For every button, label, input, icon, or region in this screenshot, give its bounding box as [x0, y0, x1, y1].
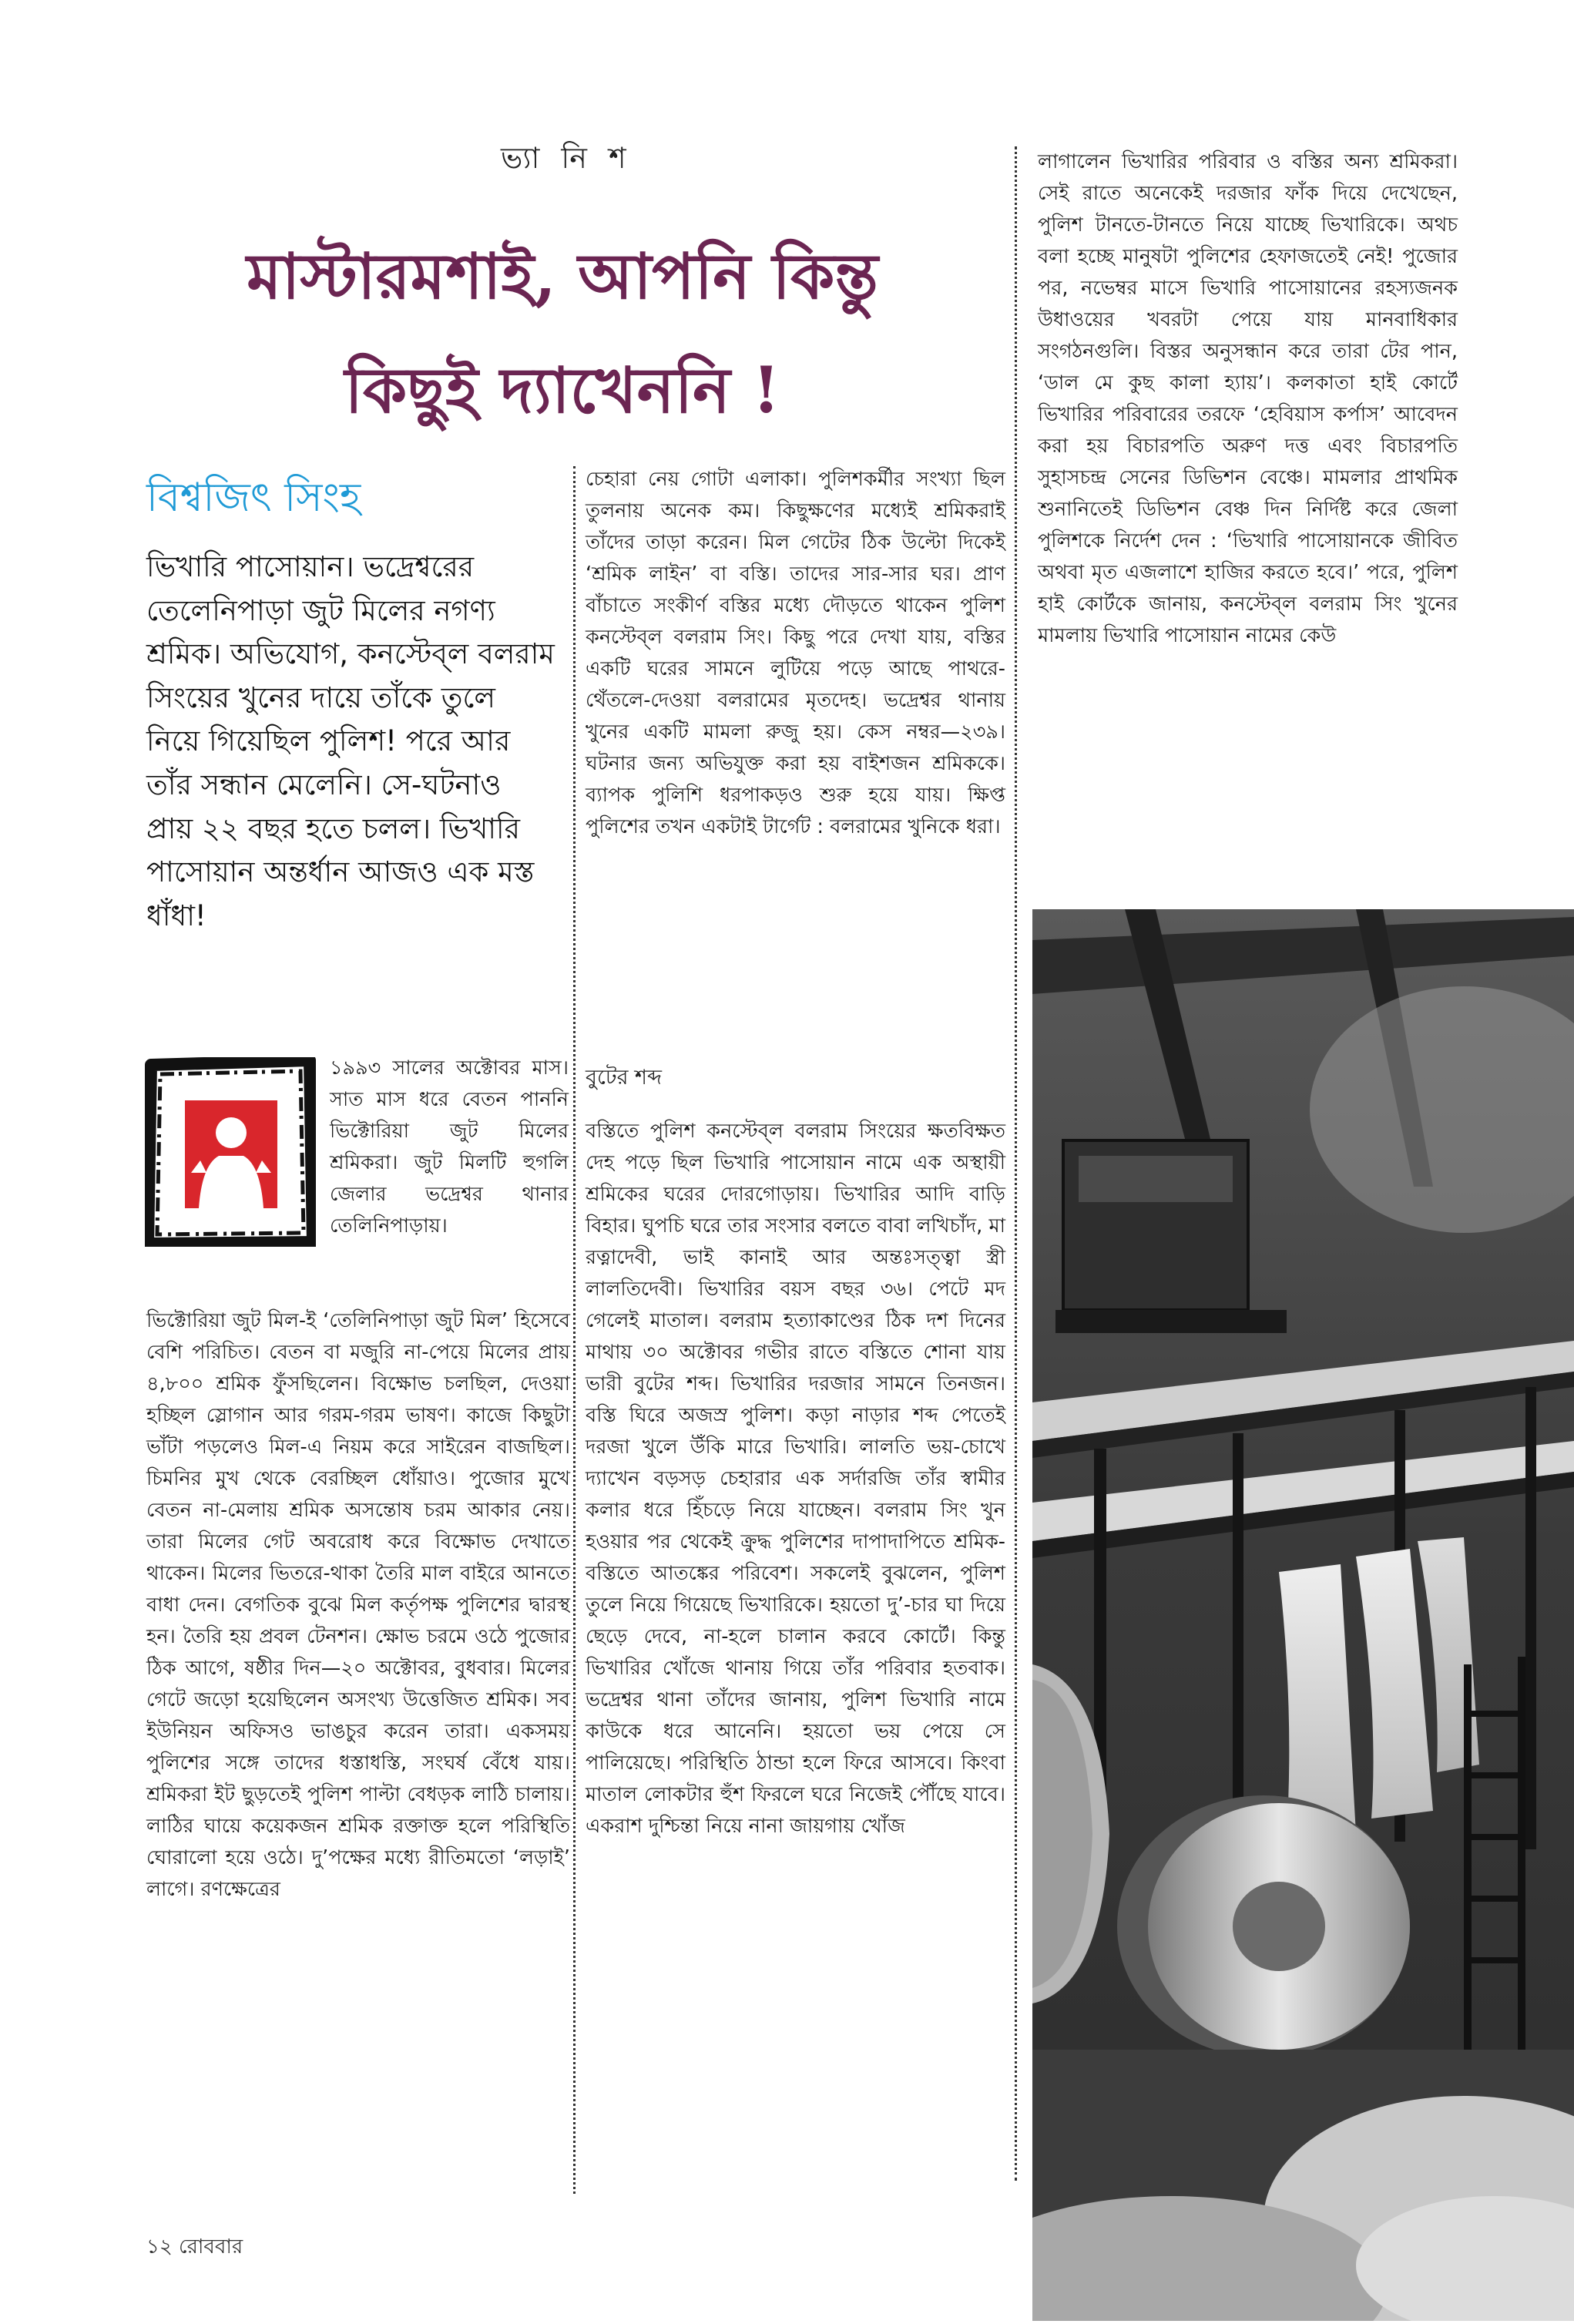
- section-tag: ভ্যা নি শ: [501, 141, 633, 175]
- paragraph: চেহারা নেয় গোটা এলাকা। পুলিশকর্মীর সংখ্যা ছিল তুলনায় অনেক কম। কিছুক্ষণের মধ্যেই শ্রমিকরাই তাঁদের তাড়া করেন। মিল গেটের ঠিক উল্টো দিকেই ‘শ্রমিক লাইন’ বা বস্তি। তাদের সার-সার ঘর। প্রাণ বাঁচাতে সংকীর্ণ বস্তির মধ্যে দৌড়তে থাকেন পুলিশ কনস্টেব্‌ল বলরাম সিং। কিছু পরে দেখা যায়, বস্তির একটি ঘরের সামনে লুটিয়ে পড়ে আছে পাথরে-থেঁতলে-দেওয়া বলরামের মৃতদেহ। ভদ্রেশ্বর থানায় খুনের একটি মামলা রুজু হয়। কেস নম্বর—২৩৯। ঘটনার জন্য অভিযুক্ত করা হয় বাইশজন শ্রমিককে। ব্যাপক পুলিশি ধরপাকড়ও শুরু হয়ে যায়। ক্ষিপ্ত পুলিশের তখন একটাই টার্গেট : বলরামের খুনিকে ধরা।: [586, 468, 1005, 838]
- page-folio: ১২ রোববার: [146, 2235, 243, 2259]
- byline: বিশ্বজিৎ সিংহ: [146, 475, 361, 521]
- silhouette-in-frame-icon: [145, 1057, 316, 1247]
- intro-text: ভিখারি পাসোয়ান। ভদ্রেশ্বরের তেলেনিপাড়া জুট মিলের নগণ্য শ্রমিক। অভিযোগ, কনস্টেব্‌ল বলরাম সিংয়ের খুনের দায়ে তাঁকে তুলে নিয়ে গিয়েছিল পুলিশ! পরে আর তাঁর সন্ধান মেলেনি। সে-ঘটনাও প্রায় ২২ বছর হতে চলল। ভিখারি পাসোয়ান অন্তর্ধান আজও এক মস্ত ধাঁধা!: [146, 550, 555, 932]
- body-column-1: [146, 1305, 570, 1906]
- jute-mill-machinery-photo: [1032, 909, 1574, 2321]
- body-column-1-top: [330, 1053, 569, 1242]
- subheading: বুটের শব্দ: [586, 1066, 662, 1090]
- body-column-2-top: [586, 464, 1005, 843]
- paragraph: বস্তিতে পুলিশ কনস্টেব্‌ল বলরাম সিংয়ের ক্ষতবিক্ষত দেহ পড়ে ছিল ভিখারি পাসোয়ান নামে এক অস্থায়ী শ্রমিকের ঘরের দোরগোড়ায়। ভিখারির আদি বাড়ি বিহার। ঘুপচি ঘরে তার সংসার বলতে বাবা লখিচাঁদ, মা রত্নাদেবী, ভাই কানাই আর অন্তঃসত্ত্বা স্ত্রী লালতিদেবী। ভিখারির বয়স বছর ৩৬। পেটে মদ গেলেই মাতাল। বলরাম হত্যাকাণ্ডের ঠিক দশ দিনের মাথায় ৩০ অক্টোবর গভীর রাতে বস্তিতে শোনা যায় ভারী বুটের শব্দ। ভিখারির দরজার সামনে তিনজন। বস্তি ঘিরে অজস্র পুলিশ। কড়া নাড়ার শব্দ পেতেই দরজা খুলে উঁকি মারে ভিখারি। লালতি ভয়-চোখে দ্যাখেন বড়সড় চেহারার এক সর্দারজি তাঁর স্বামীর কলার ধরে হিঁচড়ে নিয়ে যাচ্ছেন। বলরাম সিং খুন হওয়ার পর থেকেই ক্রুদ্ধ পুলিশের দাপাদাপিতে শ্রমিক-বস্তিতে আতঙ্কের পরিবেশ। সকলেই বুঝলেন, পুলিশ তুলে নিয়ে গিয়েছে ভিখারিকে। হয়তো দু’-চার ঘা দিয়ে ছেড়ে দেবে, না-হলে চালান করবে কোর্টে। কিন্তু ভিখারির খোঁজে থানায় গিয়ে তাঁর পরিবার হতবাক। ভদ্রেশ্বর থানা তাঁদের জানায়, পুলিশ ভিখারি নামে কাউকে ধরে আনেনি। হয়তো ভয় পেয়ে সে পালিয়েছে। পরিস্থিতি ঠান্ডা হলে ফিরে আসবে। কিংবা মাতাল লোকটার হুঁশ ফিরলে ঘরে নিজেই পৌঁছে যাবে। একরাশ দুশ্চিন্তা নিয়ে নানা জায়গায় খোঁজ: [586, 1120, 1005, 1838]
- paragraph: ভিক্টোরিয়া জুট মিল-ই ‘তেলিনিপাড়া জুট মিল’ হিসেবে বেশি পরিচিত। বেতন বা মজুরি না-পেয়ে মিলের প্রায় ৪,৮০০ শ্রমিক ফুঁসছিলেন। বিক্ষোভ চলছিল, দেওয়া হচ্ছিল স্লোগান আর গরম-গরম ভাষণ। কাজে কিছুটা ভাঁটা পড়লেও মিল-এ নিয়ম করে সাইরেন বাজছিল। চিমনির মুখ থেকে বেরচ্ছিল ধোঁয়াও। পুজোর মুখে বেতন না-মেলায় শ্রমিক অসন্তোষ চরম আকার নেয়। তারা মিলের গেট অবরোধ করে বিক্ষোভ দেখাতে থাকেন। মিলের ভিতরে-থাকা তৈরি মাল বাইরে আনতে বাধা দেন। বেগতিক বুঝে মিল কর্তৃপক্ষ পুলিশের দ্বারস্থ হন। তৈরি হয় প্রবল টেনশন। ক্ষোভ চরমে ওঠে পুজোর ঠিক আগে, ষষ্ঠীর দিন—২০ অক্টোবর, বুধবার। মিলের গেটে জড়ো হয়েছিলেন অসংখ্য উত্তেজিত শ্রমিক। সব ইউনিয়ন অফিসও ভাঙচুর করেন তারা। একসময় পুলিশের সঙ্গে তাদের ধস্তাধস্তি, সংঘর্ষ বেঁধে যায়। শ্রমিকরা ইট ছুড়তেই পুলিশ পাল্টা বেধড়ক লাঠি চালায়। লাঠির ঘায়ে কয়েকজন শ্রমিক রক্তাক্ত হলে পরিস্থিতি ঘোরালো হয়ে ওঠে। দু’পক্ষের মধ্যে রীতিমতো ‘লড়াই’ লাগে। রণক্ষেত্রের: [146, 1309, 570, 1901]
- column-divider: [1015, 146, 1017, 2181]
- body-column-2: [586, 1116, 1005, 1842]
- paragraph: ১৯৯৩ সালের অক্টোবর মাস। সাত মাস ধরে বেতন পাননি ভিক্টোরিয়া জুট মিলের শ্রমিকরা। জুট মিলটি হুগলি জেলার ভদ্রেশ্বর থানার তেলিনিপাড়ায়।: [330, 1056, 569, 1238]
- paragraph: লাগালেন ভিখারির পরিবার ও বস্তির অন্য শ্রমিকরা। সেই রাতে অনেকেই দরজার ফাঁক দিয়ে দেখেছেন, পুলিশ টানতে-টানতে নিয়ে যাচ্ছে ভিখারিকে। অথচ বলা হচ্ছে মানুষটা পুলিশের হেফাজতেই নেই! পুজোর পর, নভেম্বর মাসে ভিখারি পাসোয়ানের রহস্যজনক উধাওয়ের খবরটা পেয়ে যায় মানবাধিকার সংগঠনগুলি। বিস্তর অনুসন্ধান করে তারা টের পান, ‘ডাল মে কুছ কালা হ্যায়’। কলকাতা হাই কোর্টে ভিখারির পরিবারের তরফে ‘হেবিয়াস কর্পাস’ আবেদন করা হয় বিচারপতি অরুণ দত্ত এবং বিচারপতি সুহাসচন্দ্র সেনের ডিভিশন বেঞ্চে। মামলার প্রাথমিক শুনানিতেই ডিভিশন বেঞ্চ দিন নির্দিষ্ট করে জেলা পুলিশকে নির্দেশ দেন : ‘ভিখারি পাসোয়ানকে জীবিত অথবা মৃত এজলাশে হাজির করতে হবে।’ পরে, পুলিশ হাই কোর্টকে জানায়, কনস্টেব্‌ল বলরাম সিং খুনের মামলায় ভিখারি পাসোয়ান নামের কেউ: [1038, 150, 1458, 647]
- column-divider: [573, 466, 576, 2194]
- headline: মাস্টারমশাই, আপনি কিন্তু কিছুই দ্যাখেননি !: [247, 240, 878, 428]
- body-column-3: [1038, 146, 1458, 652]
